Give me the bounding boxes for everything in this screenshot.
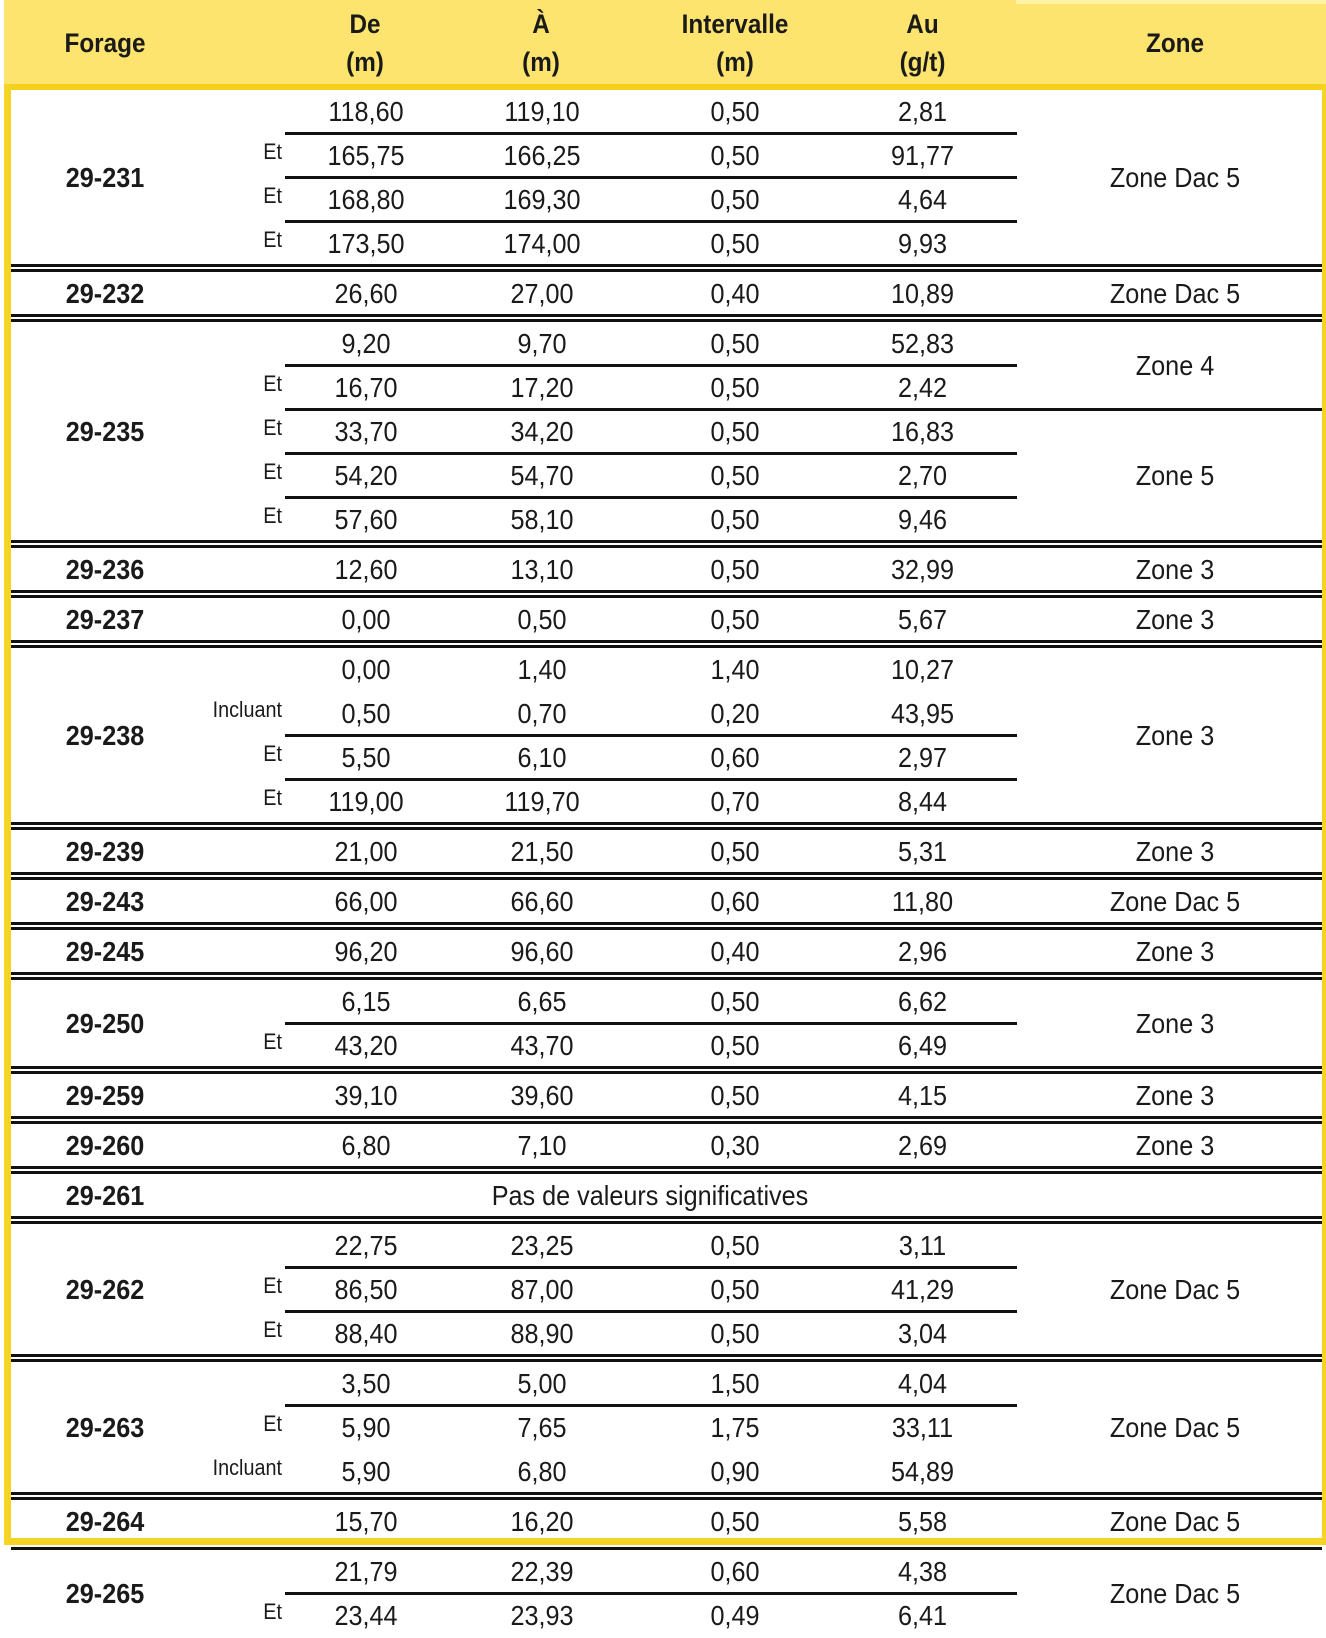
sub-row-divider bbox=[285, 452, 1017, 455]
a-value: 23,25 bbox=[510, 1230, 574, 1261]
a-value: 166,25 bbox=[503, 140, 581, 171]
zone-label: Zone Dac 5 bbox=[1109, 1506, 1241, 1537]
a-value: 54,70 bbox=[510, 460, 574, 491]
group-divider bbox=[11, 314, 1322, 322]
header-intervalle-label: Intervalle bbox=[681, 9, 789, 39]
au-value: 3,04 bbox=[897, 1318, 948, 1349]
intervalle-value: 0,50 bbox=[710, 328, 760, 359]
header-forage bbox=[38, 0, 173, 86]
a-value: 88,90 bbox=[510, 1318, 574, 1349]
zone-label: Zone 3 bbox=[1135, 1130, 1215, 1161]
au-value: 32,99 bbox=[890, 554, 955, 585]
a-value: 87,00 bbox=[510, 1274, 574, 1305]
forage-id: 29-243 bbox=[65, 886, 145, 917]
de-value: 5,90 bbox=[341, 1412, 391, 1443]
au-value: 5,58 bbox=[897, 1506, 948, 1537]
intervalle-value: 0,70 bbox=[710, 786, 760, 817]
a-value: 27,00 bbox=[510, 278, 574, 309]
forage-id: 29-261 bbox=[65, 1180, 145, 1211]
de-value: 39,10 bbox=[334, 1080, 398, 1111]
de-value: 3,50 bbox=[341, 1368, 391, 1399]
de-value: 21,00 bbox=[334, 836, 398, 867]
au-value: 9,46 bbox=[897, 504, 948, 535]
group-divider bbox=[11, 640, 1322, 648]
au-value: 43,95 bbox=[890, 698, 955, 729]
de-value: 0,00 bbox=[341, 604, 391, 635]
header-au-unit: (g/t) bbox=[899, 47, 946, 77]
a-value: 7,10 bbox=[517, 1130, 567, 1161]
group-divider bbox=[11, 872, 1322, 880]
au-value: 10,89 bbox=[890, 278, 955, 309]
sub-row-divider bbox=[285, 132, 1017, 135]
intervalle-value: 0,50 bbox=[710, 604, 760, 635]
sub-row-divider bbox=[285, 1592, 1017, 1595]
a-value: 13,10 bbox=[510, 554, 574, 585]
header-de-unit: (m) bbox=[346, 47, 384, 77]
qualifier-label: Et bbox=[263, 371, 282, 396]
qualifier-label: Et bbox=[263, 1599, 282, 1624]
de-value: 57,60 bbox=[334, 504, 398, 535]
qualifier-label: Et bbox=[263, 503, 282, 528]
a-value: 6,80 bbox=[517, 1456, 567, 1487]
sub-row-divider bbox=[285, 220, 1017, 223]
no-significant-values-note: Pas de valeurs significatives bbox=[491, 1180, 809, 1211]
au-value: 2,69 bbox=[897, 1130, 948, 1161]
intervalle-value: 0,50 bbox=[710, 184, 760, 215]
intervalle-value: 0,50 bbox=[710, 228, 760, 259]
sub-row-divider bbox=[285, 778, 1017, 781]
au-value: 8,44 bbox=[897, 786, 948, 817]
intervalle-value: 0,50 bbox=[710, 1230, 760, 1261]
qualifier-label: Et bbox=[263, 785, 282, 810]
zone-label: Zone 3 bbox=[1135, 1080, 1215, 1111]
intervalle-value: 0,50 bbox=[710, 1318, 760, 1349]
a-value: 0,50 bbox=[517, 604, 567, 635]
de-value: 165,75 bbox=[327, 140, 405, 171]
intervalle-value: 0,50 bbox=[710, 1080, 760, 1111]
forage-id: 29-238 bbox=[65, 720, 145, 751]
de-value: 33,70 bbox=[334, 416, 398, 447]
zone-label: Zone Dac 5 bbox=[1109, 162, 1241, 193]
group-divider bbox=[11, 1116, 1322, 1124]
border-left bbox=[4, 84, 11, 1544]
au-value: 6,41 bbox=[897, 1600, 948, 1631]
zone-label: Zone Dac 5 bbox=[1109, 1412, 1241, 1443]
zone-label: Zone Dac 5 bbox=[1109, 278, 1241, 309]
a-value: 6,65 bbox=[517, 986, 567, 1017]
au-value: 4,15 bbox=[897, 1080, 948, 1111]
intervalle-value: 1,40 bbox=[710, 654, 760, 685]
header-intervalle bbox=[650, 0, 821, 86]
au-value: 2,70 bbox=[897, 460, 948, 491]
a-value: 1,40 bbox=[517, 654, 567, 685]
zone-label: Zone Dac 5 bbox=[1109, 1274, 1241, 1305]
intervalle-value: 0,50 bbox=[710, 836, 760, 867]
group-divider bbox=[11, 922, 1322, 930]
intervalle-value: 0,50 bbox=[710, 1274, 760, 1305]
de-value: 86,50 bbox=[334, 1274, 398, 1305]
intervalle-value: 0,50 bbox=[710, 96, 760, 127]
sub-row-divider bbox=[285, 176, 1017, 179]
au-value: 2,96 bbox=[897, 936, 948, 967]
forage-id: 29-263 bbox=[65, 1412, 145, 1443]
header-au bbox=[866, 0, 979, 86]
forage-id: 29-239 bbox=[65, 836, 145, 867]
au-value: 11,80 bbox=[891, 886, 954, 917]
header-a-label: À bbox=[532, 9, 550, 39]
au-value: 4,64 bbox=[897, 184, 948, 215]
au-value: 6,49 bbox=[897, 1030, 948, 1061]
zone-label: Zone 3 bbox=[1135, 554, 1215, 585]
intervalle-value: 0,50 bbox=[710, 372, 760, 403]
zone-label: Zone 3 bbox=[1135, 836, 1215, 867]
intervalle-value: 0,40 bbox=[710, 936, 760, 967]
qualifier-label: Et bbox=[263, 415, 282, 440]
de-value: 0,50 bbox=[341, 698, 391, 729]
de-value: 173,50 bbox=[327, 228, 405, 259]
header-zone-label: Zone bbox=[1145, 28, 1205, 58]
qualifier-label: Et bbox=[263, 1317, 282, 1342]
a-value: 22,39 bbox=[510, 1556, 574, 1587]
header-zone bbox=[1099, 0, 1252, 86]
header-rule bbox=[4, 84, 1326, 90]
de-value: 6,80 bbox=[341, 1130, 391, 1161]
intervalle-value: 0,90 bbox=[710, 1456, 760, 1487]
border-bottom bbox=[4, 1538, 1326, 1545]
sub-row-divider bbox=[285, 1310, 1017, 1313]
au-value: 41,29 bbox=[890, 1274, 955, 1305]
group-divider bbox=[11, 1066, 1322, 1074]
de-value: 12,60 bbox=[334, 554, 398, 585]
zone-label: Zone 5 bbox=[1135, 460, 1215, 491]
sub-row-divider bbox=[285, 1022, 1017, 1025]
forage-id: 29-260 bbox=[65, 1130, 145, 1161]
au-value: 52,83 bbox=[890, 328, 955, 359]
de-value: 23,44 bbox=[334, 1600, 398, 1631]
a-value: 17,20 bbox=[510, 372, 574, 403]
sub-row-divider bbox=[285, 1266, 1017, 1269]
qualifier-label: Et bbox=[263, 1029, 282, 1054]
a-value: 119,10 bbox=[504, 96, 580, 127]
zone-label: Zone 4 bbox=[1135, 350, 1215, 381]
intervalle-value: 0,50 bbox=[710, 1030, 760, 1061]
au-value: 4,38 bbox=[897, 1556, 948, 1587]
a-value: 66,60 bbox=[510, 886, 574, 917]
de-value: 21,79 bbox=[334, 1556, 398, 1587]
group-divider bbox=[11, 1354, 1322, 1362]
a-value: 39,60 bbox=[510, 1080, 574, 1111]
intervalle-value: 0,50 bbox=[710, 416, 760, 447]
de-value: 96,20 bbox=[334, 936, 398, 967]
intervalle-value: 1,50 bbox=[710, 1368, 760, 1399]
au-value: 2,42 bbox=[897, 372, 948, 403]
de-value: 6,15 bbox=[341, 986, 391, 1017]
a-value: 9,70 bbox=[517, 328, 567, 359]
de-value: 9,20 bbox=[341, 328, 391, 359]
sub-row-divider bbox=[285, 364, 1017, 367]
header-au-label: Au bbox=[906, 9, 939, 39]
de-value: 26,60 bbox=[334, 278, 398, 309]
forage-id: 29-237 bbox=[65, 604, 145, 635]
forage-id: 29-232 bbox=[65, 278, 145, 309]
group-divider bbox=[11, 1216, 1322, 1224]
de-value: 118,60 bbox=[328, 96, 404, 127]
a-value: 119,70 bbox=[504, 786, 580, 817]
qualifier-label: Et bbox=[263, 139, 282, 164]
a-value: 21,50 bbox=[510, 836, 574, 867]
group-divider bbox=[11, 1166, 1322, 1174]
de-value: 16,70 bbox=[334, 372, 398, 403]
intervalle-value: 0,49 bbox=[710, 1600, 760, 1631]
de-value: 119,00 bbox=[328, 786, 404, 817]
au-value: 6,62 bbox=[897, 986, 948, 1017]
a-value: 0,70 bbox=[517, 698, 567, 729]
intervalle-value: 0,50 bbox=[710, 504, 760, 535]
qualifier-label: Et bbox=[263, 459, 282, 484]
de-value: 88,40 bbox=[334, 1318, 398, 1349]
header-a bbox=[483, 0, 600, 86]
a-value: 96,60 bbox=[510, 936, 574, 967]
intervalle-value: 0,50 bbox=[710, 986, 760, 1017]
de-value: 43,20 bbox=[334, 1030, 398, 1061]
header-de bbox=[307, 0, 424, 86]
a-value: 174,00 bbox=[503, 228, 581, 259]
zone-label: Zone 3 bbox=[1135, 1008, 1215, 1039]
de-value: 5,90 bbox=[341, 1456, 391, 1487]
forage-id: 29-236 bbox=[65, 554, 145, 585]
au-value: 10,27 bbox=[890, 654, 955, 685]
intervalle-value: 0,60 bbox=[710, 886, 760, 917]
qualifier-label: Et bbox=[263, 741, 282, 766]
au-value: 33,11 bbox=[891, 1412, 954, 1443]
intervalle-value: 0,40 bbox=[710, 278, 760, 309]
de-value: 15,70 bbox=[334, 1506, 398, 1537]
au-value: 91,77 bbox=[890, 140, 955, 171]
intervalle-value: 0,30 bbox=[710, 1130, 760, 1161]
zone-label: Zone Dac 5 bbox=[1109, 1578, 1241, 1609]
sub-row-divider bbox=[285, 496, 1017, 499]
group-divider bbox=[11, 972, 1322, 980]
au-value: 16,83 bbox=[890, 416, 955, 447]
a-value: 169,30 bbox=[503, 184, 581, 215]
forage-id: 29-259 bbox=[65, 1080, 145, 1111]
intervalle-value: 0,50 bbox=[710, 140, 760, 171]
intervalle-value: 0,50 bbox=[710, 1506, 760, 1537]
group-divider bbox=[11, 822, 1322, 830]
au-value: 9,93 bbox=[897, 228, 948, 259]
de-value: 66,00 bbox=[334, 886, 398, 917]
qualifier-label: Et bbox=[263, 1411, 282, 1436]
a-value: 7,65 bbox=[517, 1412, 567, 1443]
border-right bbox=[1322, 84, 1326, 1544]
zone-label: Zone Dac 5 bbox=[1109, 886, 1241, 917]
zone-label: Zone 3 bbox=[1135, 936, 1215, 967]
group-divider bbox=[11, 540, 1322, 548]
de-value: 22,75 bbox=[334, 1230, 398, 1261]
au-value: 2,97 bbox=[897, 742, 948, 773]
a-value: 34,20 bbox=[510, 416, 574, 447]
a-value: 6,10 bbox=[517, 742, 567, 773]
qualifier-label: Incluant bbox=[212, 697, 282, 722]
header-a-unit: (m) bbox=[522, 47, 560, 77]
zone-label: Zone 3 bbox=[1135, 720, 1215, 751]
intervalle-value: 0,50 bbox=[710, 460, 760, 491]
qualifier-label: Et bbox=[263, 183, 282, 208]
forage-id: 29-264 bbox=[65, 1506, 145, 1537]
de-value: 168,80 bbox=[327, 184, 405, 215]
sub-row-divider bbox=[285, 734, 1017, 737]
forage-id: 29-245 bbox=[65, 936, 145, 967]
au-value: 5,67 bbox=[897, 604, 948, 635]
de-value: 0,00 bbox=[341, 654, 391, 685]
au-value: 54,89 bbox=[890, 1456, 955, 1487]
header-forage-label: Forage bbox=[64, 28, 146, 58]
au-value: 4,04 bbox=[897, 1368, 948, 1399]
group-divider bbox=[11, 1492, 1322, 1500]
a-value: 16,20 bbox=[510, 1506, 574, 1537]
qualifier-label: Et bbox=[263, 1273, 282, 1298]
group-divider bbox=[11, 590, 1322, 598]
intervalle-value: 0,60 bbox=[710, 1556, 760, 1587]
a-value: 5,00 bbox=[517, 1368, 567, 1399]
au-value: 3,11 bbox=[898, 1230, 947, 1261]
zone-divider bbox=[1017, 408, 1322, 411]
forage-id: 29-235 bbox=[65, 416, 145, 447]
intervalle-value: 1,75 bbox=[710, 1412, 760, 1443]
header-de-label: De bbox=[349, 9, 381, 39]
forage-id: 29-231 bbox=[65, 162, 145, 193]
intervalle-value: 0,50 bbox=[710, 554, 760, 585]
a-value: 58,10 bbox=[510, 504, 574, 535]
au-value: 2,81 bbox=[897, 96, 948, 127]
forage-id: 29-265 bbox=[65, 1578, 145, 1609]
qualifier-label: Et bbox=[263, 227, 282, 252]
zone-label: Zone 3 bbox=[1135, 604, 1215, 635]
sub-row-divider bbox=[285, 1404, 1017, 1407]
a-value: 43,70 bbox=[510, 1030, 574, 1061]
intervalle-value: 0,20 bbox=[710, 698, 760, 729]
a-value: 23,93 bbox=[510, 1600, 574, 1631]
qualifier-label: Incluant bbox=[212, 1455, 282, 1480]
intervalle-value: 0,60 bbox=[710, 742, 760, 773]
au-value: 5,31 bbox=[897, 836, 948, 867]
forage-id: 29-250 bbox=[65, 1008, 145, 1039]
sub-row-divider bbox=[285, 408, 1017, 411]
de-value: 5,50 bbox=[341, 742, 391, 773]
forage-id: 29-262 bbox=[65, 1274, 145, 1305]
group-divider bbox=[11, 264, 1322, 272]
de-value: 54,20 bbox=[334, 460, 398, 491]
header-intervalle-unit: (m) bbox=[716, 47, 754, 77]
